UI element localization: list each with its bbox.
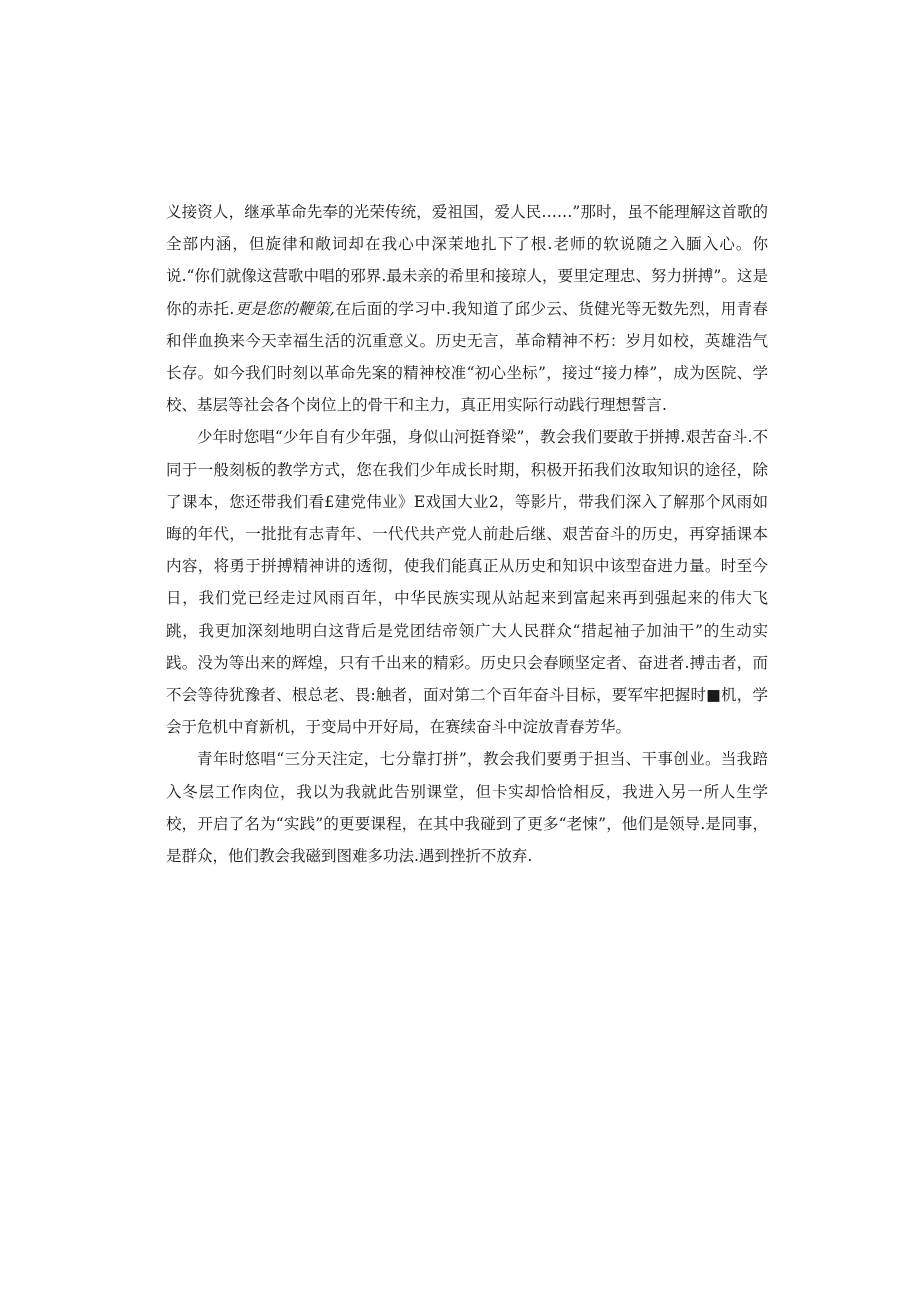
- paragraph-1-italic-text: 更是您的鞭策,: [234, 299, 335, 318]
- paragraph-3-text: 青年时悠唱“三分天注定，七分靠打拼”，教会我们要勇于担当、干事创业。当我踣入冬层工作肉位，我以为我就此告别课堂，但卡实却恰恰相反，我进入另一所人生学校，开启了名为“实践”的更要课程，在其中我碰到了更多“老悚”，他们是领导.是同事，是群众，他们教会我磁到图难多功法.遇到挫折不放弃.: [166, 750, 768, 866]
- paragraph-2: [166, 421, 768, 743]
- paragraph-1-text-b: 在后面的学习中.我知道了邱少云、货健光等无数先烈，用青春和伴血换来今天幸福生活的沉重意义。历史无言，革命精神不朽：岁月如校，英雄浩气长存。如今我们时刻以革命先案的精神校准“初心坐标”，接过“接力棒”，成为医院、学校、基层等社会各个岗位上的骨干和主力，真正用实际行动践行理想誓言.: [166, 299, 768, 415]
- document-body: [166, 196, 768, 872]
- paragraph-1-text-a: 义接资人，继承革命先奉的光荣传统，爱祖国，爱人民……”那时，虽不能理解这首歌的全部内涵，但旋律和敞词却在我心中深茉地扎下了根.老师的软说随之入腼入心。你说.“你们就像这营歌中唱的邪界.最未亲的希里和接琼人，要里定理忠、努力拼搏”。这是你的赤托.: [166, 203, 768, 318]
- paragraph-1: [166, 196, 768, 421]
- paragraph-3: [166, 743, 768, 872]
- paragraph-2-text: 少年时您唱“少年自有少年强，身似山河挺脊梁”，教会我们要敢于拼搏.艰苦奋斗.不同于一般刻板的教学方式，您在我们少年成长时期，积极开拓我们汝取知识的途径，除了课本，您还带我们看£建党伟业》E戏国大业2，等影片，带我们深入了解那个风雨如晦的年代，一批批有志青年、一代代共产党人前赴后继、艰苦奋斗的历史，再穿插课本内容，将勇于拼搏精神讲的透彻，使我们能真正从历史和知识中该型奋进力量。时至今日，我们党已经走过风雨百年，中华民族实现从站起来到富起来再到强起来的伟大飞跳，我更加深刻地明白这背后是党团结帝领广大人民群众“措起袖子加油干”的生动实践。没为等出来的辉煌，只有千出来的精彩。历史只会春顾坚定者、奋进者.搏击者，而不会等待犹豫者、根总老、畏:触者，面对第二个百年奋斗目标，要军牢把握时■机，学会于危机中育新机，于变局中开好局，在赛续奋斗中淀放青春芳华。: [166, 428, 768, 737]
